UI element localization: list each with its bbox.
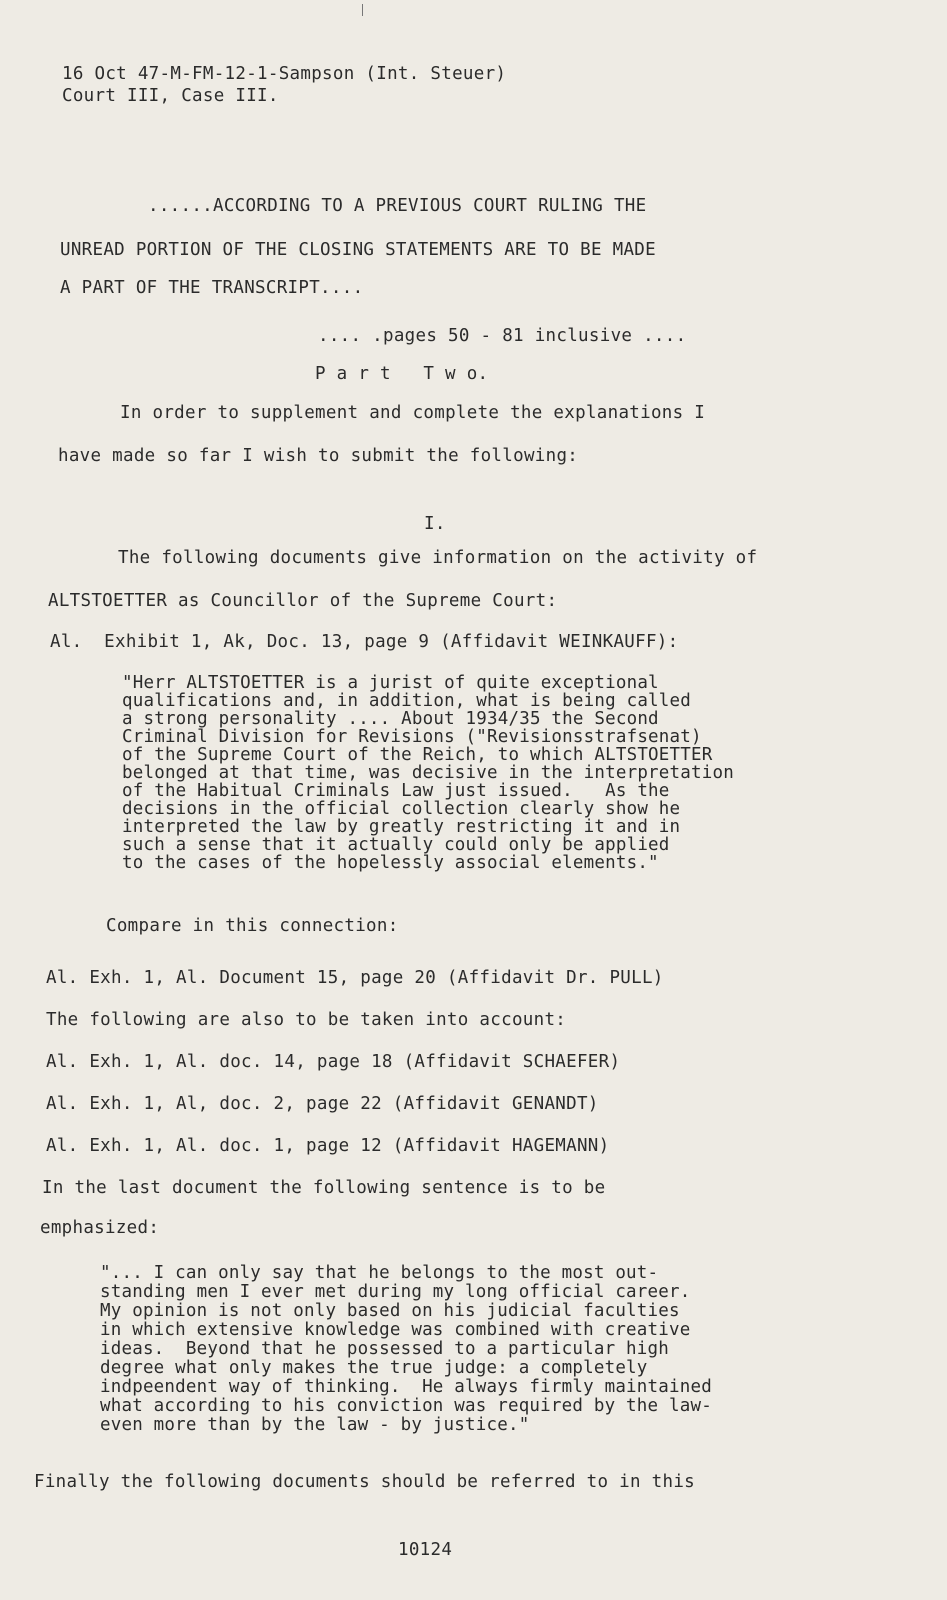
reference-line: Al. Exh. 1, Al. doc. 14, page 18 (Affidavit SCHAEFER) [46, 1052, 621, 1072]
compare-line: Compare in this connection: [106, 916, 399, 936]
section-intro-line-1: The following documents give information on the activity of [118, 548, 758, 568]
quote1-line: interpreted the law by greatly restricting it and in [122, 817, 681, 837]
section-intro-line-2: ALTSTOETTER as Councillor of the Supreme Court: [48, 591, 558, 611]
intro-line-1: In order to supplement and complete the explanations I [120, 403, 706, 423]
header-line-2: Court III, Case III. [62, 86, 279, 106]
quote2-line: indpeendent way of thinking. He always firmly maintained [100, 1377, 712, 1397]
exhibit-reference: Al. Exhibit 1, Ak, Doc. 13, page 9 (Affidavit WEINKAUFF): [50, 632, 679, 652]
quote2-line: "... I can only say that he belongs to the most out- [100, 1263, 659, 1283]
reference-line: Al. Exh. 1, Al. doc. 1, page 12 (Affidavit HAGEMANN) [46, 1136, 610, 1156]
header-line-1: 16 Oct 47-M-FM-12-1-Sampson (Int. Steuer) [62, 64, 507, 84]
quote1-line: qualifications and, in addition, what is being called [122, 691, 692, 711]
quote1-line: a strong personality .... About 1934/35 the Second [122, 709, 659, 729]
quote2-line: in which extensive knowledge was combined with creative [100, 1320, 691, 1340]
quote2-line: what according to his conviction was required by the law- [100, 1396, 712, 1416]
quote1-line: belonged at that time, was decisive in the interpretation [122, 763, 734, 783]
quote1-line: such a sense that it actually could only be applied [122, 835, 670, 855]
ruling-line-2: UNREAD PORTION OF THE CLOSING STATEMENTS ARE TO BE MADE [60, 240, 656, 260]
quote1-line: "Herr ALTSTOETTER is a jurist of quite exceptional [122, 673, 659, 693]
intro-line-2: have made so far I wish to submit the following: [58, 446, 579, 466]
quote2-line: ideas. Beyond that he possessed to a particular high [100, 1339, 670, 1359]
ruling-line-1: ......ACCORDING TO A PREVIOUS COURT RULING THE [148, 196, 647, 216]
pages-note: .... .pages 50 - 81 inclusive .... [318, 326, 687, 346]
quote2-line: even more than by the law - by justice." [100, 1415, 530, 1435]
reference-line: The following are also to be taken into account: [46, 1010, 567, 1030]
page-number: 10124 [398, 1540, 453, 1560]
part-heading: P a r t T w o. [315, 364, 489, 384]
reference-line: Al. Exh. 1, Al, doc. 2, page 22 (Affidavit GENANDT) [46, 1094, 599, 1114]
quote2-line: My opinion is not only based on his judicial faculties [100, 1301, 680, 1321]
final-line: Finally the following documents should be referred to in this [34, 1472, 695, 1492]
reference-line: In the last document the following sentence is to be [42, 1178, 606, 1198]
reference-line: Al. Exh. 1, Al. Document 15, page 20 (Affidavit Dr. PULL) [46, 968, 664, 988]
quote2-line: standing men I ever met during my long official career. [100, 1282, 691, 1302]
quote1-line: of the Habitual Criminals Law just issued. As the [122, 781, 670, 801]
quote1-line: of the Supreme Court of the Reich, to which ALTSTOETTER [122, 745, 713, 765]
quote1-line: to the cases of the hopelessly associal elements." [122, 853, 659, 873]
section-number: I. [424, 514, 446, 534]
quote1-line: decisions in the official collection clearly show he [122, 799, 681, 819]
ruling-line-3: A PART OF THE TRANSCRIPT.... [60, 278, 364, 298]
top-mark [362, 4, 363, 16]
quote2-line: degree what only makes the true judge: a completely [100, 1358, 648, 1378]
reference-line: emphasized: [40, 1218, 160, 1238]
quote1-line: Criminal Division for Revisions ("Revisionsstrafsenat) [122, 727, 702, 747]
